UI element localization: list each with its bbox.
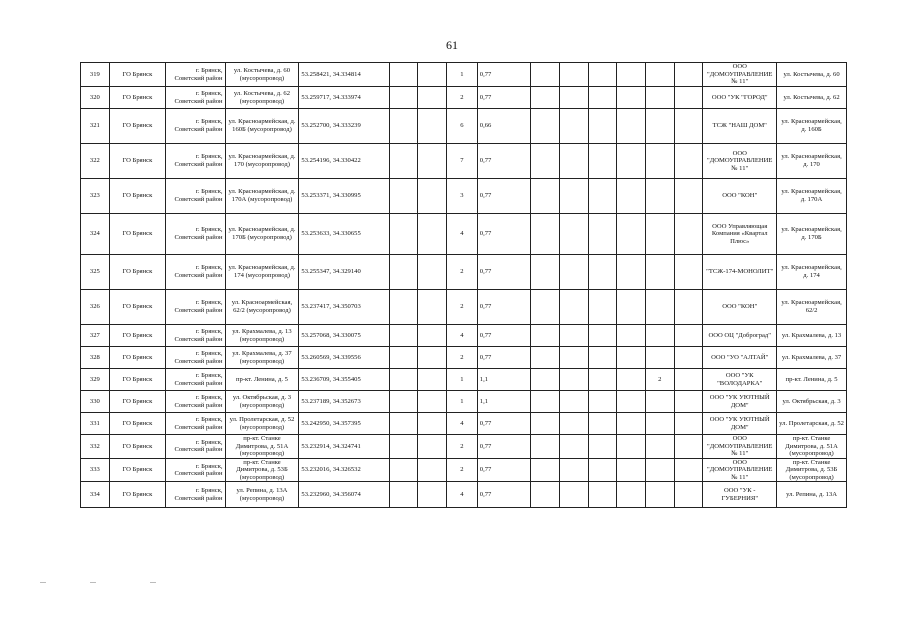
- empty-cell: [559, 87, 588, 109]
- row-number-cell: 331: [81, 413, 110, 435]
- locality-cell: г. Брянск, Советский район: [166, 179, 225, 214]
- container-volume-cell: 0,77: [477, 290, 530, 325]
- container-count-cell: 1: [447, 391, 478, 413]
- empty-cell: [418, 144, 447, 179]
- owner-cell: ООО "ДОМОУПРАВЛЕНИЕ № 11": [703, 458, 777, 482]
- empty-cell: [531, 369, 560, 391]
- extra-count-cell: [645, 290, 674, 325]
- locality-cell: г. Брянск, Советский район: [166, 109, 225, 144]
- empty-cell: [418, 347, 447, 369]
- empty-cell: [617, 325, 646, 347]
- empty-cell: [617, 413, 646, 435]
- table-row: [81, 290, 847, 325]
- owner-cell: ООО Управляющая Компания «Квартал Плюс»: [703, 214, 777, 255]
- district-cell: ГО Брянск: [109, 63, 165, 87]
- waste-source-cell: ул. Пролетарская, д. 52: [777, 413, 847, 435]
- coords-cell: 53.242950, 34.357395: [299, 413, 389, 435]
- empty-cell: [674, 214, 703, 255]
- empty-cell: [389, 458, 418, 482]
- district-cell: ГО Брянск: [109, 435, 165, 459]
- empty-cell: [617, 435, 646, 459]
- row-number-cell: 327: [81, 325, 110, 347]
- empty-cell: [559, 347, 588, 369]
- address-cell: ул. Красноармейская, д. 170Б (мусоропровод): [225, 214, 299, 255]
- empty-cell: [389, 391, 418, 413]
- empty-cell: [531, 109, 560, 144]
- locality-cell: г. Брянск, Советский район: [166, 413, 225, 435]
- district-cell: ГО Брянск: [109, 109, 165, 144]
- address-cell: ул. Костычева, д. 60 (мусоропровод): [225, 63, 299, 87]
- coords-cell: 53.232914, 34.324741: [299, 435, 389, 459]
- empty-cell: [559, 290, 588, 325]
- district-cell: ГО Брянск: [109, 391, 165, 413]
- coords-cell: 53.253633, 34.330655: [299, 214, 389, 255]
- empty-cell: [588, 109, 617, 144]
- empty-cell: [588, 458, 617, 482]
- empty-cell: [674, 290, 703, 325]
- container-volume-cell: 0,77: [477, 482, 530, 508]
- row-number-cell: 319: [81, 63, 110, 87]
- empty-cell: [531, 435, 560, 459]
- owner-cell: ООО "УК "ГОРОД": [703, 87, 777, 109]
- owner-cell: ООО "УК УЮТНЫЙ ДОМ": [703, 413, 777, 435]
- empty-cell: [617, 482, 646, 508]
- empty-cell: [674, 413, 703, 435]
- district-cell: ГО Брянск: [109, 179, 165, 214]
- container-count-cell: 7: [447, 144, 478, 179]
- locality-cell: г. Брянск, Советский район: [166, 435, 225, 459]
- coords-cell: 53.258421, 34.334814: [299, 63, 389, 87]
- extra-count-cell: [645, 435, 674, 459]
- empty-cell: [588, 482, 617, 508]
- extra-count-cell: [645, 144, 674, 179]
- empty-cell: [418, 179, 447, 214]
- address-cell: ул. Красноармейская, 62/2 (мусоропровод): [225, 290, 299, 325]
- waste-source-cell: ул. Крахмалева, д. 37: [777, 347, 847, 369]
- owner-cell: "ТСЖ-174-МОНОЛИТ": [703, 255, 777, 290]
- waste-source-cell: пр-кт. Ленина, д. 5: [777, 369, 847, 391]
- locality-cell: г. Брянск, Советский район: [166, 255, 225, 290]
- empty-cell: [674, 435, 703, 459]
- empty-cell: [588, 369, 617, 391]
- table-row: [81, 179, 847, 214]
- row-number-cell: 326: [81, 290, 110, 325]
- address-cell: ул. Репина, д. 13А (мусоропровод): [225, 482, 299, 508]
- empty-cell: [559, 391, 588, 413]
- empty-cell: [389, 87, 418, 109]
- container-count-cell: 1: [447, 63, 478, 87]
- table-row: [81, 87, 847, 109]
- extra-count-cell: [645, 87, 674, 109]
- empty-cell: [617, 144, 646, 179]
- district-cell: ГО Брянск: [109, 87, 165, 109]
- extra-count-cell: [645, 214, 674, 255]
- locality-cell: г. Брянск, Советский район: [166, 144, 225, 179]
- container-volume-cell: 0,77: [477, 435, 530, 459]
- address-cell: пр-кт. Станке Димитрова, д. 53Б (мусоропровод): [225, 458, 299, 482]
- empty-cell: [389, 482, 418, 508]
- container-volume-cell: 1,1: [477, 369, 530, 391]
- waste-source-cell: пр-кт. Станке Димитрова, д. 53Б (мусоропровод): [777, 458, 847, 482]
- empty-cell: [588, 413, 617, 435]
- waste-source-cell: пр-кт. Станке Димитрова, д. 51А (мусоропровод): [777, 435, 847, 459]
- empty-cell: [389, 109, 418, 144]
- container-count-cell: 2: [447, 87, 478, 109]
- table-row: [81, 109, 847, 144]
- extra-count-cell: [645, 482, 674, 508]
- extra-count-cell: [645, 391, 674, 413]
- container-volume-cell: 1,1: [477, 391, 530, 413]
- district-cell: ГО Брянск: [109, 347, 165, 369]
- empty-cell: [531, 179, 560, 214]
- address-cell: ул. Крахмалева, д. 13 (мусоропровод): [225, 325, 299, 347]
- empty-cell: [418, 63, 447, 87]
- empty-cell: [559, 109, 588, 144]
- district-cell: ГО Брянск: [109, 458, 165, 482]
- container-volume-cell: 0,77: [477, 413, 530, 435]
- row-number-cell: 325: [81, 255, 110, 290]
- coords-cell: 53.237417, 34.350703: [299, 290, 389, 325]
- empty-cell: [418, 87, 447, 109]
- empty-cell: [674, 255, 703, 290]
- table-row: [81, 391, 847, 413]
- waste-source-cell: ул. Октябрьская, д. 3: [777, 391, 847, 413]
- empty-cell: [617, 369, 646, 391]
- container-count-cell: 3: [447, 179, 478, 214]
- address-cell: ул. Костычева, д. 62 (мусоропровод): [225, 87, 299, 109]
- empty-cell: [588, 214, 617, 255]
- owner-cell: ООО "ДОМОУПРАВЛЕНИЕ № 11": [703, 435, 777, 459]
- container-count-cell: 1: [447, 369, 478, 391]
- district-cell: ГО Брянск: [109, 482, 165, 508]
- waste-source-cell: ул. Крахмалева, д. 13: [777, 325, 847, 347]
- empty-cell: [389, 214, 418, 255]
- district-cell: ГО Брянск: [109, 255, 165, 290]
- empty-cell: [389, 179, 418, 214]
- empty-cell: [531, 63, 560, 87]
- coords-cell: 53.237189, 34.352673: [299, 391, 389, 413]
- locality-cell: г. Брянск, Советский район: [166, 482, 225, 508]
- owner-cell: ООО "УК - ГУБЕРНИЯ": [703, 482, 777, 508]
- empty-cell: [531, 458, 560, 482]
- coords-cell: 53.260569, 34.339556: [299, 347, 389, 369]
- empty-cell: [588, 63, 617, 87]
- empty-cell: [531, 290, 560, 325]
- container-volume-cell: 0,77: [477, 255, 530, 290]
- table-row: [81, 482, 847, 508]
- coords-cell: 53.257068, 34.330075: [299, 325, 389, 347]
- empty-cell: [674, 325, 703, 347]
- empty-cell: [559, 369, 588, 391]
- table-row: [81, 347, 847, 369]
- waste-source-cell: ул. Репина, д. 13А: [777, 482, 847, 508]
- empty-cell: [588, 179, 617, 214]
- empty-cell: [588, 435, 617, 459]
- empty-cell: [674, 144, 703, 179]
- empty-cell: [531, 255, 560, 290]
- container-volume-cell: 0,77: [477, 63, 530, 87]
- row-number-cell: 334: [81, 482, 110, 508]
- extra-count-cell: [645, 413, 674, 435]
- container-volume-cell: 0,77: [477, 144, 530, 179]
- district-cell: ГО Брянск: [109, 369, 165, 391]
- empty-cell: [389, 255, 418, 290]
- empty-cell: [389, 290, 418, 325]
- owner-cell: ТСЖ "НАШ ДОМ": [703, 109, 777, 144]
- extra-count-cell: [645, 109, 674, 144]
- table-row: [81, 458, 847, 482]
- district-cell: ГО Брянск: [109, 290, 165, 325]
- row-number-cell: 332: [81, 435, 110, 459]
- container-count-cell: 4: [447, 413, 478, 435]
- extra-count-cell: [645, 458, 674, 482]
- owner-cell: ООО "ДОМОУПРАВЛЕНИЕ № 11": [703, 144, 777, 179]
- locality-cell: г. Брянск, Советский район: [166, 87, 225, 109]
- row-number-cell: 328: [81, 347, 110, 369]
- district-cell: ГО Брянск: [109, 144, 165, 179]
- empty-cell: [617, 63, 646, 87]
- empty-cell: [674, 391, 703, 413]
- table-row: [81, 255, 847, 290]
- empty-cell: [559, 255, 588, 290]
- empty-cell: [588, 290, 617, 325]
- coords-cell: 53.253371, 34.330995: [299, 179, 389, 214]
- empty-cell: [418, 255, 447, 290]
- container-volume-cell: 0,77: [477, 325, 530, 347]
- empty-cell: [531, 347, 560, 369]
- container-volume-cell: 0,77: [477, 87, 530, 109]
- locality-cell: г. Брянск, Советский район: [166, 325, 225, 347]
- locality-cell: г. Брянск, Советский район: [166, 290, 225, 325]
- owner-cell: ООО ОЦ "Доброград": [703, 325, 777, 347]
- waste-source-cell: ул. Костычева, д. 60: [777, 63, 847, 87]
- empty-cell: [559, 482, 588, 508]
- empty-cell: [588, 347, 617, 369]
- locality-cell: г. Брянск, Советский район: [166, 63, 225, 87]
- waste-source-cell: ул. Красноармейская, д. 160Б: [777, 109, 847, 144]
- empty-cell: [418, 369, 447, 391]
- locality-cell: г. Брянск, Советский район: [166, 347, 225, 369]
- empty-cell: [617, 87, 646, 109]
- waste-source-cell: ул. Красноармейская, д. 170А: [777, 179, 847, 214]
- empty-cell: [674, 63, 703, 87]
- row-number-cell: 333: [81, 458, 110, 482]
- empty-cell: [617, 214, 646, 255]
- waste-source-cell: ул. Красноармейская, 62/2: [777, 290, 847, 325]
- empty-cell: [531, 482, 560, 508]
- coords-cell: 53.254196, 34.330422: [299, 144, 389, 179]
- empty-cell: [559, 179, 588, 214]
- extra-count-cell: [645, 63, 674, 87]
- extra-count-cell: [645, 325, 674, 347]
- empty-cell: [674, 109, 703, 144]
- table-row: [81, 325, 847, 347]
- address-cell: ул. Красноармейская, д. 174 (мусоропровод): [225, 255, 299, 290]
- empty-cell: [674, 179, 703, 214]
- coords-cell: 53.232016, 34.326532: [299, 458, 389, 482]
- empty-cell: [418, 458, 447, 482]
- waste-source-cell: ул. Красноармейская, д. 174: [777, 255, 847, 290]
- empty-cell: [617, 290, 646, 325]
- waste-source-cell: ул. Красноармейская, д. 170Б: [777, 214, 847, 255]
- locality-cell: г. Брянск, Советский район: [166, 369, 225, 391]
- empty-cell: [588, 325, 617, 347]
- empty-cell: [617, 458, 646, 482]
- container-count-cell: 2: [447, 255, 478, 290]
- waste-source-cell: ул. Костычева, д. 62: [777, 87, 847, 109]
- empty-cell: [559, 325, 588, 347]
- empty-cell: [418, 109, 447, 144]
- row-number-cell: 322: [81, 144, 110, 179]
- empty-cell: [418, 413, 447, 435]
- empty-cell: [617, 109, 646, 144]
- empty-cell: [389, 369, 418, 391]
- coords-cell: 53.259717, 34.333974: [299, 87, 389, 109]
- coords-cell: 53.236709, 34.355405: [299, 369, 389, 391]
- container-count-cell: 2: [447, 290, 478, 325]
- table-row: [81, 435, 847, 459]
- empty-cell: [531, 144, 560, 179]
- address-cell: ул. Пролетарская, д. 52 (мусоропровод): [225, 413, 299, 435]
- empty-cell: [674, 458, 703, 482]
- table-row: [81, 144, 847, 179]
- container-count-cell: 4: [447, 325, 478, 347]
- container-volume-cell: 0,77: [477, 458, 530, 482]
- empty-cell: [559, 144, 588, 179]
- empty-cell: [389, 347, 418, 369]
- empty-cell: [674, 347, 703, 369]
- coords-cell: 53.232960, 34.356074: [299, 482, 389, 508]
- empty-cell: [531, 87, 560, 109]
- empty-cell: [559, 214, 588, 255]
- owner-cell: ООО "ДОМОУПРАВЛЕНИЕ № 11": [703, 63, 777, 87]
- empty-cell: [588, 391, 617, 413]
- address-cell: ул. Красноармейская, д. 170А (мусоропровод): [225, 179, 299, 214]
- empty-cell: [674, 482, 703, 508]
- owner-cell: ООО "УК УЮТНЫЙ ДОМ": [703, 391, 777, 413]
- waste-source-cell: ул. Красноармейская, д. 170: [777, 144, 847, 179]
- row-number-cell: 330: [81, 391, 110, 413]
- empty-cell: [559, 458, 588, 482]
- empty-cell: [674, 87, 703, 109]
- table-row: [81, 214, 847, 255]
- owner-cell: ООО "КОН": [703, 290, 777, 325]
- page-number: 61: [446, 38, 458, 52]
- address-cell: ул. Крахмалева, д. 37 (мусоропровод): [225, 347, 299, 369]
- empty-cell: [559, 435, 588, 459]
- address-cell: ул. Октябрьская, д. 3 (мусоропровод): [225, 391, 299, 413]
- locality-cell: г. Брянск, Советский район: [166, 458, 225, 482]
- empty-cell: [559, 63, 588, 87]
- empty-cell: [389, 435, 418, 459]
- empty-cell: [559, 413, 588, 435]
- row-number-cell: 323: [81, 179, 110, 214]
- locality-cell: г. Брянск, Советский район: [166, 391, 225, 413]
- coords-cell: 53.255347, 34.329140: [299, 255, 389, 290]
- district-cell: ГО Брянск: [109, 413, 165, 435]
- extra-count-cell: [645, 347, 674, 369]
- empty-cell: [617, 391, 646, 413]
- empty-cell: [531, 391, 560, 413]
- registry-table: [80, 62, 847, 508]
- empty-cell: [389, 63, 418, 87]
- container-count-cell: 2: [447, 347, 478, 369]
- empty-cell: [617, 347, 646, 369]
- table-row: [81, 369, 847, 391]
- empty-cell: [418, 391, 447, 413]
- empty-cell: [588, 255, 617, 290]
- table-row: [81, 63, 847, 87]
- empty-cell: [418, 482, 447, 508]
- empty-cell: [531, 325, 560, 347]
- container-volume-cell: 0,77: [477, 214, 530, 255]
- row-number-cell: 324: [81, 214, 110, 255]
- empty-cell: [389, 144, 418, 179]
- district-cell: ГО Брянск: [109, 325, 165, 347]
- extra-count-cell: [645, 179, 674, 214]
- container-volume-cell: 0,77: [477, 179, 530, 214]
- empty-cell: [389, 413, 418, 435]
- locality-cell: г. Брянск, Советский район: [166, 214, 225, 255]
- empty-cell: [418, 214, 447, 255]
- table-row: [81, 413, 847, 435]
- empty-cell: [531, 214, 560, 255]
- container-count-cell: 2: [447, 458, 478, 482]
- address-cell: пр-кт. Ленина, д. 5: [225, 369, 299, 391]
- extra-count-cell: [645, 255, 674, 290]
- empty-cell: [617, 255, 646, 290]
- owner-cell: ООО "КОН": [703, 179, 777, 214]
- owner-cell: ООО "УО "АЛТАЙ": [703, 347, 777, 369]
- empty-cell: [588, 144, 617, 179]
- container-volume-cell: 0,66: [477, 109, 530, 144]
- container-count-cell: 2: [447, 435, 478, 459]
- coords-cell: 53.252700, 34.333239: [299, 109, 389, 144]
- container-count-cell: 6: [447, 109, 478, 144]
- row-number-cell: 329: [81, 369, 110, 391]
- address-cell: пр-кт. Станке Димитрова, д. 51А (мусоропровод): [225, 435, 299, 459]
- extra-count-cell: 2: [645, 369, 674, 391]
- row-number-cell: 321: [81, 109, 110, 144]
- owner-cell: ООО "УК "ВОЛОДАРКА": [703, 369, 777, 391]
- empty-cell: [531, 413, 560, 435]
- container-volume-cell: 0,77: [477, 347, 530, 369]
- empty-cell: [617, 179, 646, 214]
- empty-cell: [418, 435, 447, 459]
- empty-cell: [418, 325, 447, 347]
- district-cell: ГО Брянск: [109, 214, 165, 255]
- empty-cell: [389, 325, 418, 347]
- address-cell: ул. Красноармейская, д. 160Б (мусоропровод): [225, 109, 299, 144]
- empty-cell: [588, 87, 617, 109]
- empty-cell: [418, 290, 447, 325]
- container-count-cell: 4: [447, 482, 478, 508]
- container-count-cell: 4: [447, 214, 478, 255]
- empty-cell: [674, 369, 703, 391]
- row-number-cell: 320: [81, 87, 110, 109]
- address-cell: ул. Красноармейская, д. 170 (мусоропровод): [225, 144, 299, 179]
